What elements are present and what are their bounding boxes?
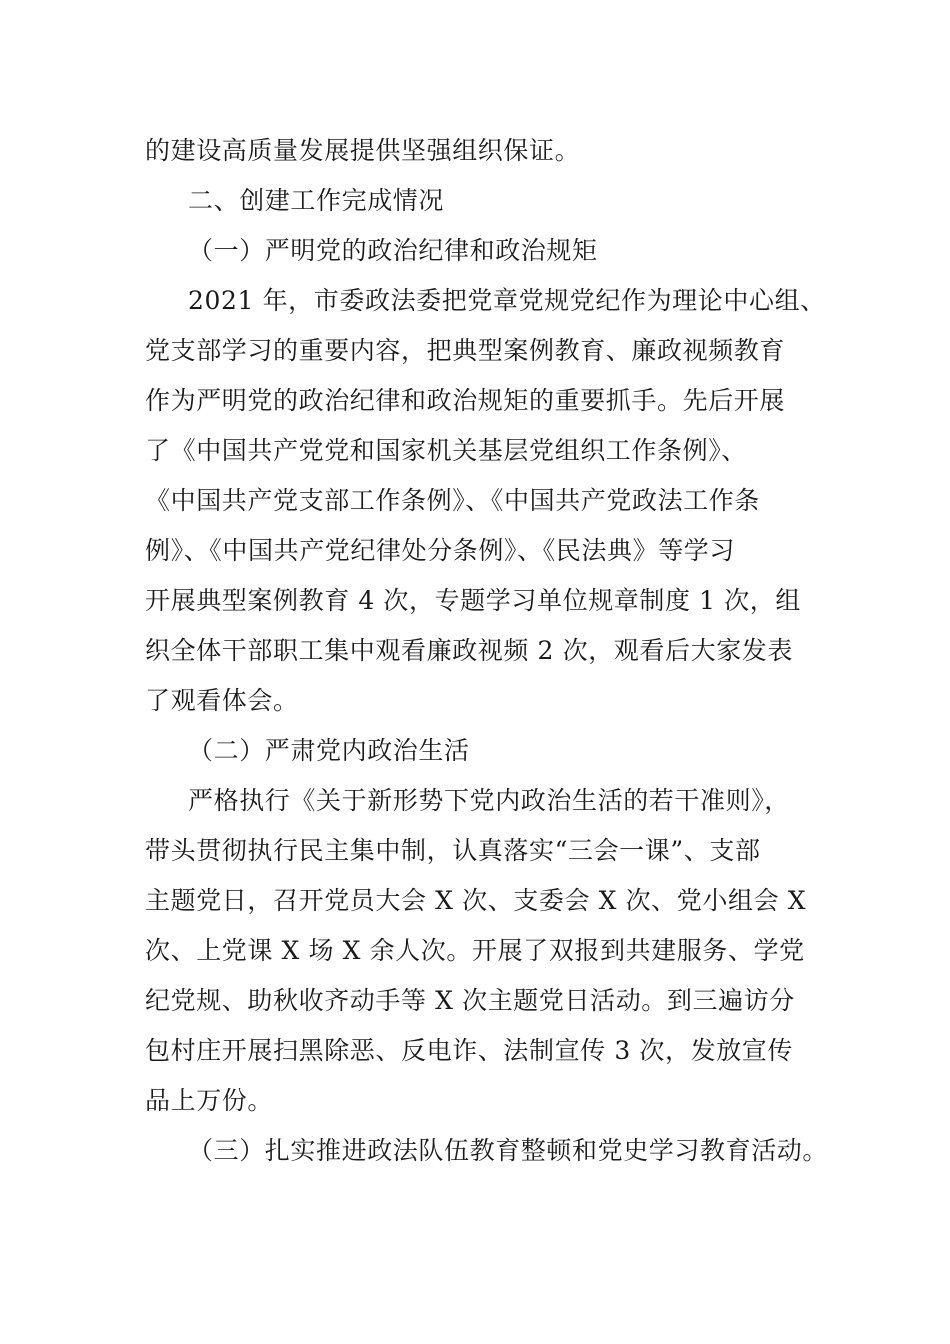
paragraph-line: 了观看体会。 xyxy=(145,686,299,715)
paragraph-line: 2021 年，市委政法委把党章党规党纪作为理论中心组、 xyxy=(188,286,826,315)
paragraph-line: 了《中国共产党党和国家机关基层党组织工作条例》、 xyxy=(145,436,747,465)
paragraph-line: 次、上党课 X 场 X 余人次。开展了双报到共建服务、学党 xyxy=(145,936,805,965)
subsection-heading: （二）严肃党内政治生活 xyxy=(188,736,470,765)
paragraph-line: 开展典型案例教育 4 次，专题学习单位规章制度 1 次，组 xyxy=(145,586,802,615)
section-heading: 二、创建工作完成情况 xyxy=(188,186,445,215)
paragraph-line: 品上万份。 xyxy=(145,1086,274,1115)
paragraph-line: 的建设高质量发展提供坚强组织保证。 xyxy=(145,136,581,165)
paragraph-line: 纪党规、助秋收齐动手等 X 次主题党日活动。到三遍访分 xyxy=(145,986,795,1015)
paragraph-line: 包村庄开展扫黑除恶、反电诈、法制宣传 3 次，发放宣传 xyxy=(145,1036,794,1065)
paragraph-line: 例》、《中国共产党纪律处分条例》、《民法典》等学习 xyxy=(145,536,736,565)
paragraph-line: 严格执行《关于新形势下党内政治生活的若干准则》， xyxy=(188,786,790,815)
paragraph-line: 织全体干部职工集中观看廉政视频 2 次，观看后大家发表 xyxy=(145,636,794,665)
paragraph-line: 主题党日，召开党员大会 X 次、支委会 X 次、党小组会 X xyxy=(145,886,807,915)
subsection-heading: （一）严明党的政治纪律和政治规矩 xyxy=(188,236,598,265)
paragraph-line: 带头贯彻执行民主集中制，认真落实“三会一课”、支部 xyxy=(145,836,761,865)
paragraph-line: 《中国共产党支部工作条例》、《中国共产党政法工作条 xyxy=(145,486,761,515)
paragraph-line: 党支部学习的重要内容，把典型案例教育、廉政视频教育 xyxy=(145,336,786,365)
paragraph-line: 作为严明党的政治纪律和政治规矩的重要抓手。先后开展 xyxy=(145,386,786,415)
subsection-heading: （三）扎实推进政法队伍教育整顿和党史学习教育活动。 xyxy=(188,1136,829,1165)
